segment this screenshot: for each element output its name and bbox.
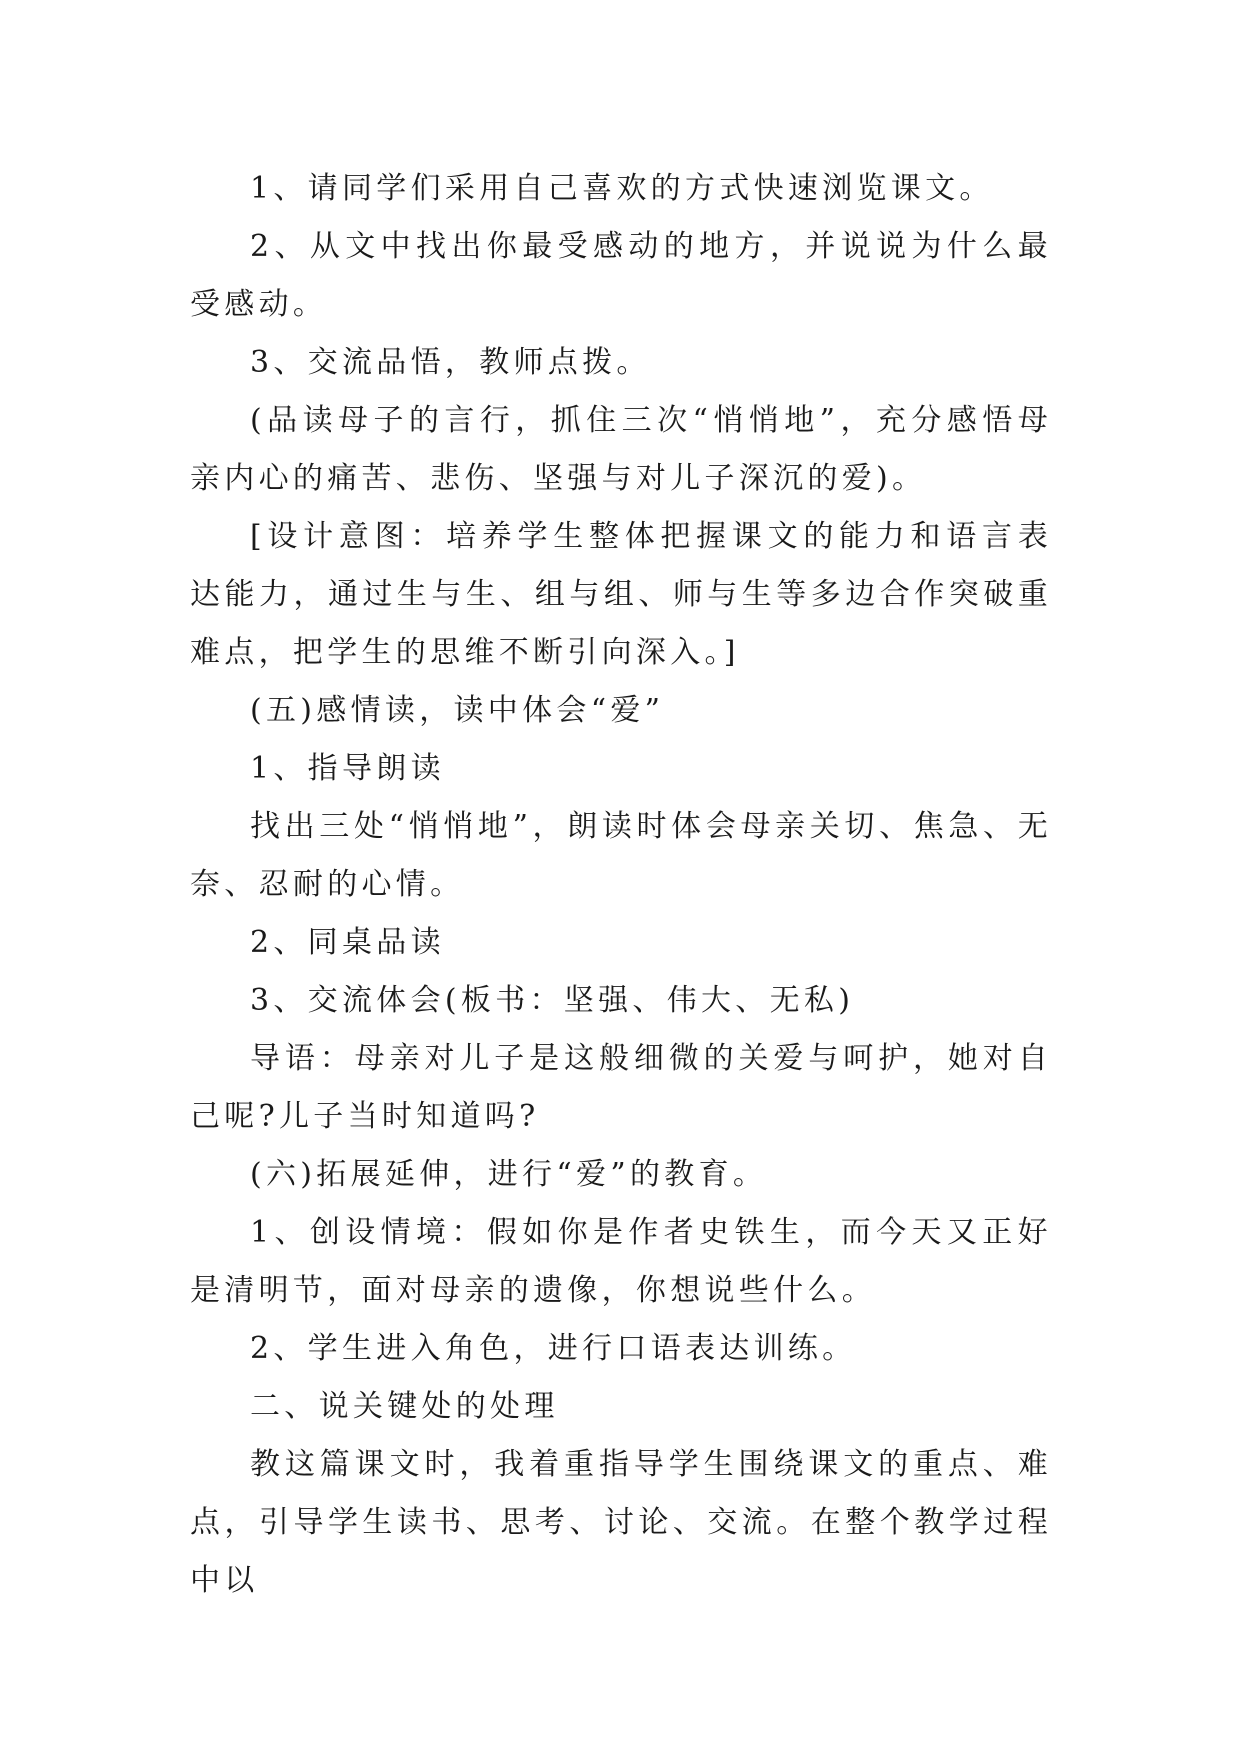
paragraph: 3、交流品悟，教师点拨。	[250, 345, 651, 380]
paragraph: (品读母子的言行，抓住三次“悄悄地”，充分感悟母亲内心的痛苦、悲伤、坚强与对儿子深沉的爱)。	[190, 403, 1052, 496]
paragraph: [设计意图：培养学生整体把握课文的能力和语言表达能力，通过生与生、组与组、师与生等多边合作突破重难点，把学生的思维不断引向深入。]	[190, 519, 1052, 670]
section-heading: 二、说关键处的处理	[250, 1389, 559, 1424]
paragraph: 2、从文中找出你最受感动的地方，并说说为什么最受感动。	[190, 229, 1052, 322]
document-body	[190, 160, 1052, 1610]
paragraph: 导语：母亲对儿子是这般细微的关爱与呵护，她对自己呢?儿子当时知道吗?	[190, 1041, 1052, 1134]
paragraph: 2、学生进入角色，进行口语表达训练。	[250, 1331, 857, 1366]
paragraph: 3、交流体会(板书：坚强、伟大、无私)	[250, 983, 855, 1018]
paragraph: 1、请同学们采用自己喜欢的方式快速浏览课文。	[250, 171, 994, 206]
paragraph: 2、同桌品读	[250, 925, 445, 960]
paragraph: 1、指导朗读	[250, 751, 445, 786]
section-heading: (五)感情读，读中体会“爱”	[250, 693, 665, 728]
paragraph: 教这篇课文时，我着重指导学生围绕课文的重点、难点，引导学生读书、思考、讨论、交流。在整个教学过程中以	[190, 1447, 1052, 1598]
paragraph: 找出三处“悄悄地”，朗读时体会母亲关切、焦急、无奈、忍耐的心情。	[190, 809, 1052, 902]
paragraph: 1、创设情境：假如你是作者史铁生，而今天又正好是清明节，面对母亲的遗像，你想说些什么。	[190, 1215, 1052, 1308]
section-heading: (六)拓展延伸，进行“爱”的教育。	[250, 1157, 768, 1192]
